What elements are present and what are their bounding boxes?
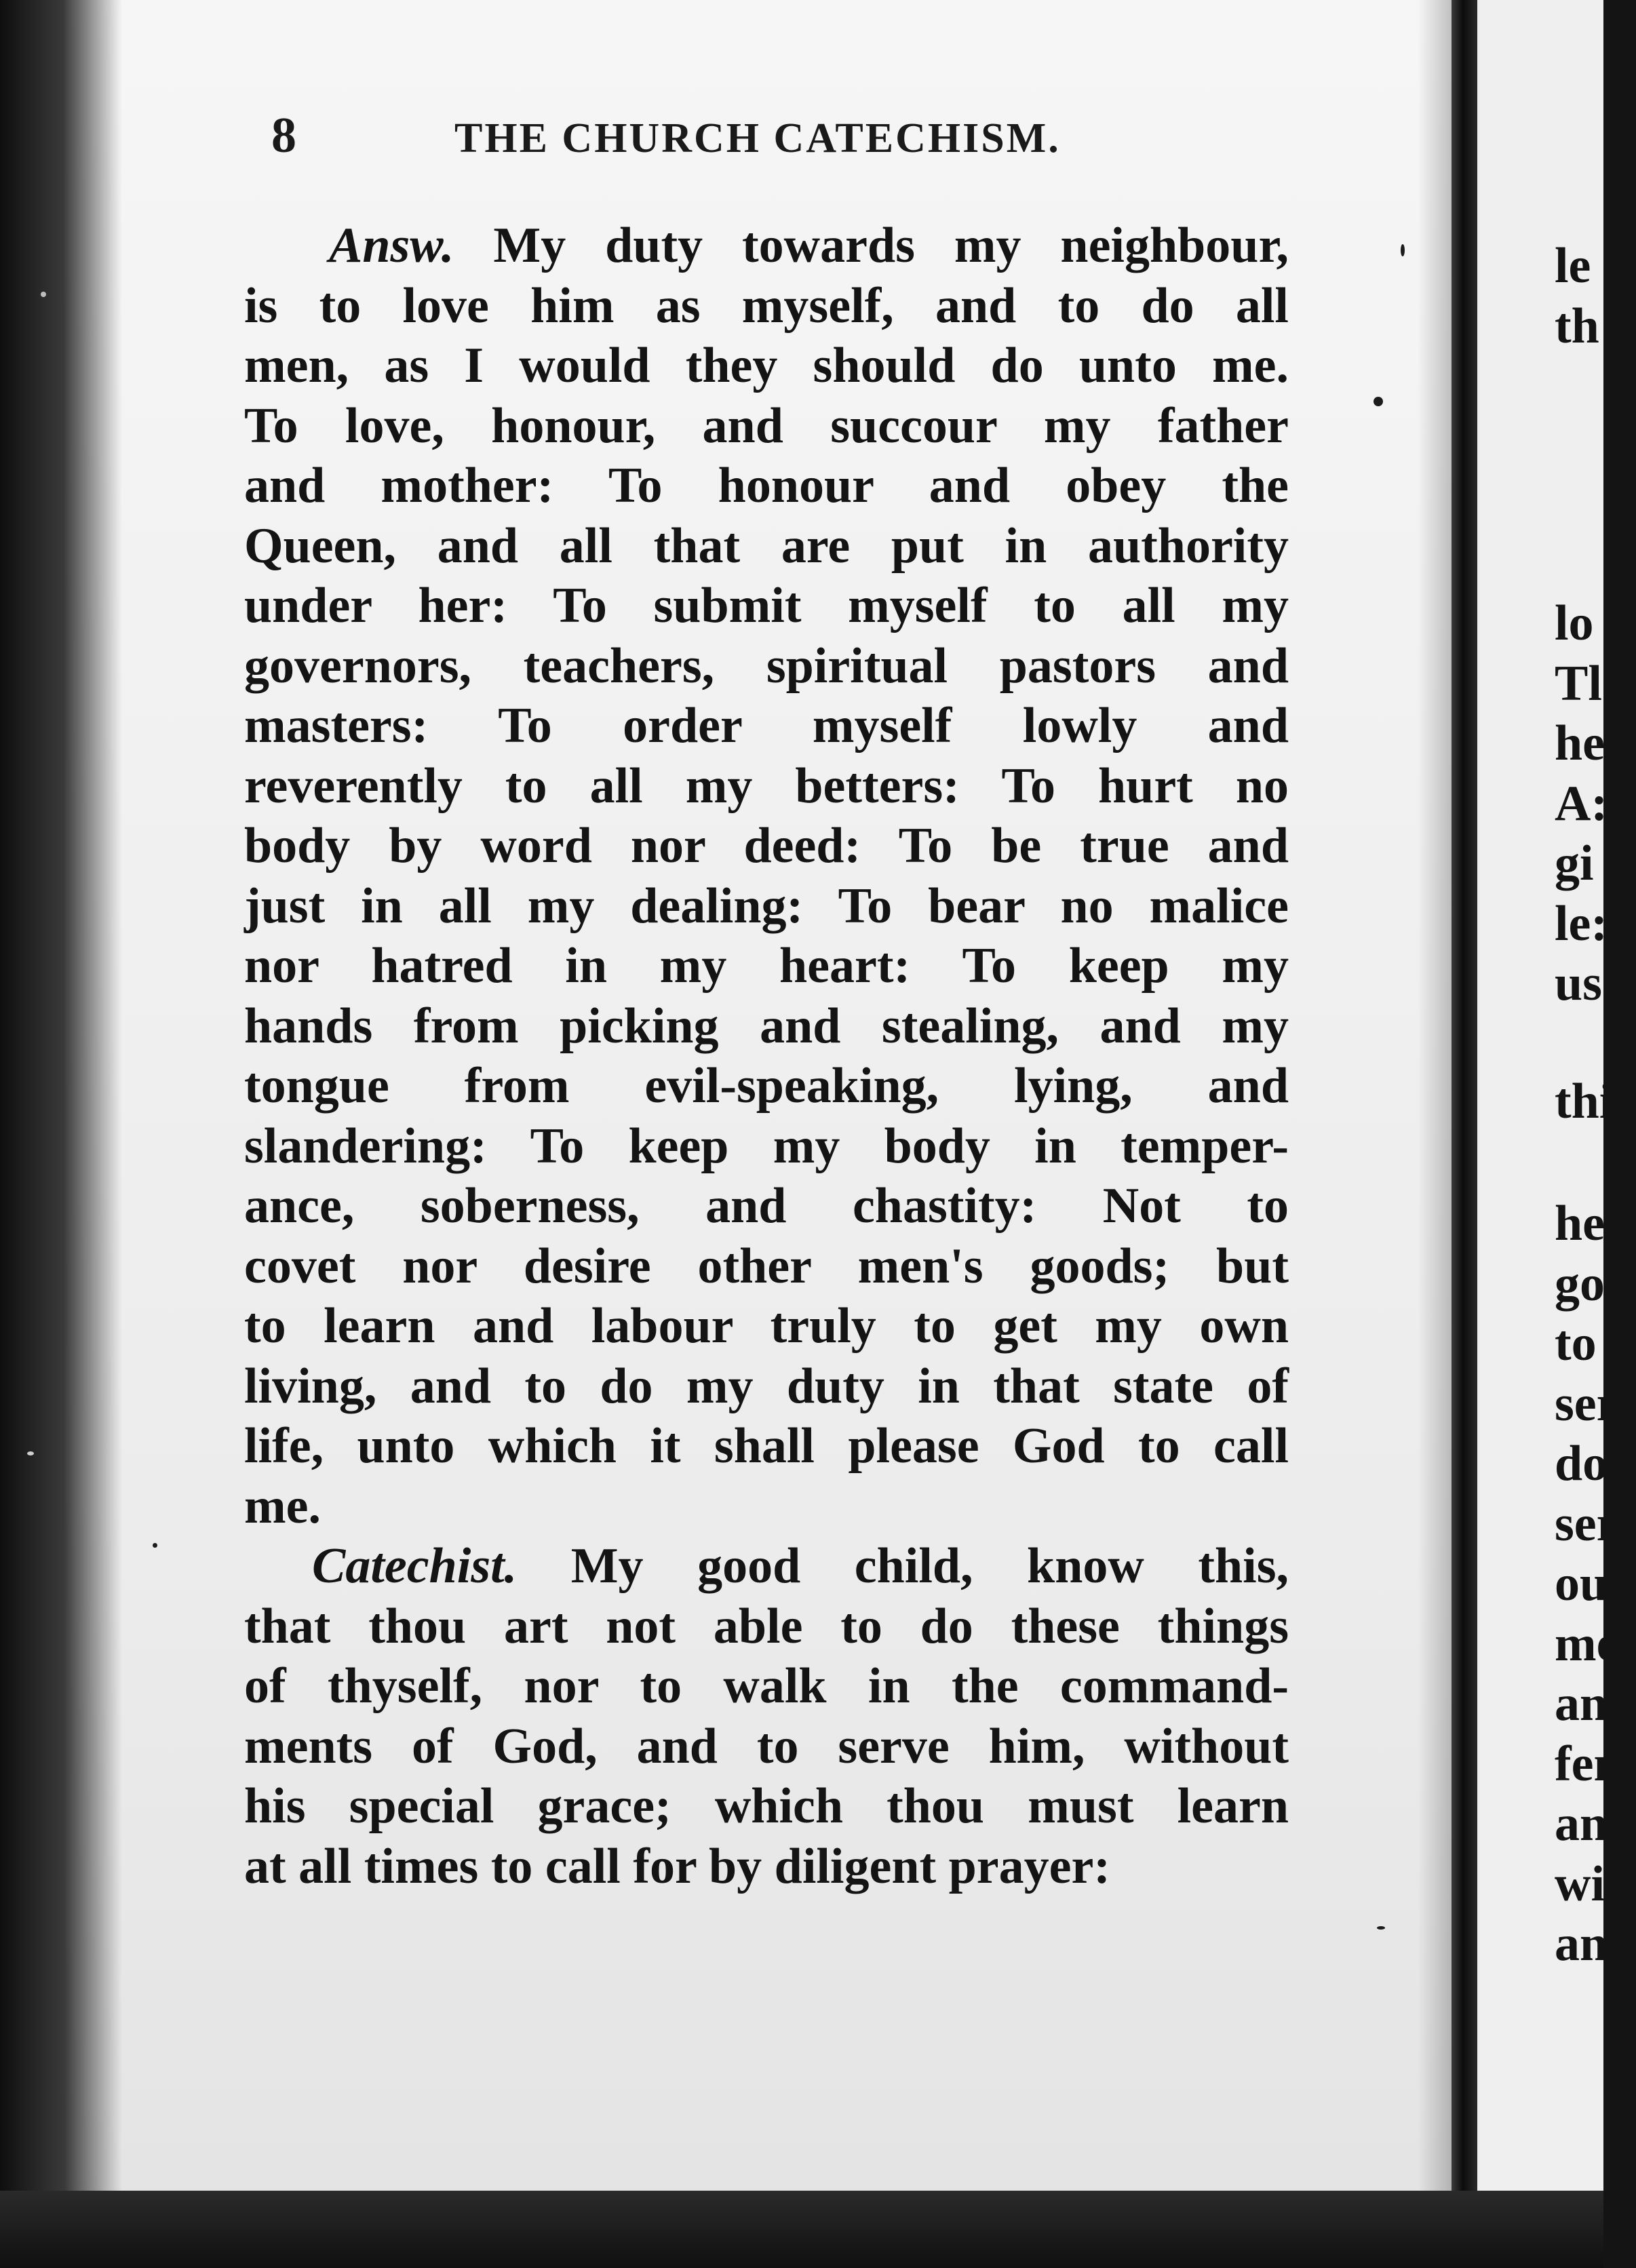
facing-page-fragment: anc <box>1555 1676 1630 1732</box>
facing-page-fragment: le <box>1555 238 1591 294</box>
film-edge-bottom <box>0 2191 1603 2268</box>
facing-page-fragment: thi <box>1555 1074 1614 1129</box>
facing-page-fragment-group <box>1555 236 1636 356</box>
text-line: tongue from evil-speaking, lying, and <box>244 1058 1289 1114</box>
text-line: his special grace; which thou must learn <box>244 1778 1289 1834</box>
text-line: Queen, and all that are put in authority <box>244 517 1289 574</box>
facing-page-fragment-group <box>1555 1072 1636 1132</box>
facing-page-fragment: lo <box>1555 595 1594 651</box>
text-line: Catechist. My good child, know this, <box>312 1538 1289 1594</box>
text-line: masters: To order myself lowly and <box>244 698 1289 754</box>
facing-page-fragment: an <box>1555 1916 1608 1972</box>
facing-page-fragment-group <box>1555 593 1636 1014</box>
text-line: and mother: To honour and obey the <box>244 458 1289 513</box>
text-line: men, as I would they should do unto me. <box>244 338 1289 393</box>
page-number: 8 <box>271 108 298 163</box>
facing-page-fragment: th <box>1555 298 1599 354</box>
facing-page-fragment: A: <box>1555 775 1608 832</box>
facing-page-fragment: do. <box>1555 1436 1620 1491</box>
facing-page-fragment: gi <box>1555 836 1594 891</box>
text-line: hands from picking and stealing, and my <box>244 998 1289 1054</box>
facing-page-fragment: he <box>1555 716 1605 771</box>
facing-page-fragment: ou <box>1555 1556 1608 1611</box>
text-line: Answ. My duty towards my neighbour, <box>329 218 1289 273</box>
text-line: living, and to do my duty in that state of <box>244 1358 1289 1414</box>
text-line: to learn and labour truly to get my own <box>244 1298 1289 1354</box>
facing-page-fragment: anc <box>1555 1796 1630 1852</box>
text-line: slandering: To keep my body in temper- <box>244 1118 1289 1174</box>
speaker-label: Answ. <box>329 218 454 273</box>
text-line: me. <box>244 1478 321 1534</box>
film-speck <box>1401 244 1405 256</box>
speaker-label: Catechist. <box>312 1538 518 1594</box>
text-line: that thou art not able to do these things <box>244 1598 1289 1654</box>
text-line: reverently to all my betters: To hurt no <box>244 758 1289 814</box>
page-title: THE CHURCH CATECHISM. <box>454 115 1061 161</box>
facing-page-fragment: go <box>1555 1255 1605 1312</box>
facing-page-fragment: le: <box>1555 895 1608 952</box>
facing-page-fragment: fen <box>1555 1736 1622 1792</box>
text-line: just in all my dealing: To bear no malice <box>244 878 1289 934</box>
facing-page-fragment: Tl <box>1555 655 1602 711</box>
facing-page-fragment: me <box>1555 1616 1619 1672</box>
facing-page-fragment-group <box>1555 1194 1636 1974</box>
text-line: under her: To submit myself to all my <box>244 578 1289 633</box>
film-speck <box>153 1543 157 1548</box>
text-line: ments of God, and to serve him, without <box>244 1718 1289 1774</box>
text-line: governors, teachers, spiritual pastors and <box>244 638 1289 694</box>
text-line: To love, honour, and succour my father <box>244 397 1289 454</box>
facing-page-fragment: he <box>1555 1196 1605 1251</box>
book-gutter <box>1452 0 1477 2191</box>
film-speck <box>27 1451 34 1455</box>
text-line: of thyself, nor to walk in the command- <box>244 1658 1289 1714</box>
text-line: covet nor desire other men's goods; but <box>244 1238 1289 1294</box>
facing-page-fragment: wi <box>1555 1856 1605 1912</box>
facing-page-fragment: us <box>1555 956 1602 1011</box>
facing-page-fragment: to <box>1555 1316 1597 1371</box>
page-shadow <box>64 0 122 2191</box>
catechism-text <box>244 216 1289 1896</box>
film-speck <box>41 292 46 297</box>
running-head <box>271 102 1560 170</box>
text-line: is to love him as myself, and to do all <box>244 277 1289 334</box>
film-edge-left <box>0 0 64 2268</box>
text-line: body by word nor deed: To be true and <box>244 818 1289 874</box>
text-line: at all times to call for by diligent prayer: <box>244 1838 1110 1894</box>
facing-page-fragment: ser <box>1555 1495 1619 1552</box>
film-speck <box>1374 397 1383 406</box>
film-speck <box>1377 1926 1385 1930</box>
text-line: life, unto which it shall please God to call <box>244 1418 1289 1474</box>
facing-page-fragment: ser <box>1555 1375 1619 1432</box>
text-line: ance, soberness, and chastity: Not to <box>244 1178 1289 1234</box>
text-line: nor hatred in my heart: To keep my <box>244 938 1289 994</box>
